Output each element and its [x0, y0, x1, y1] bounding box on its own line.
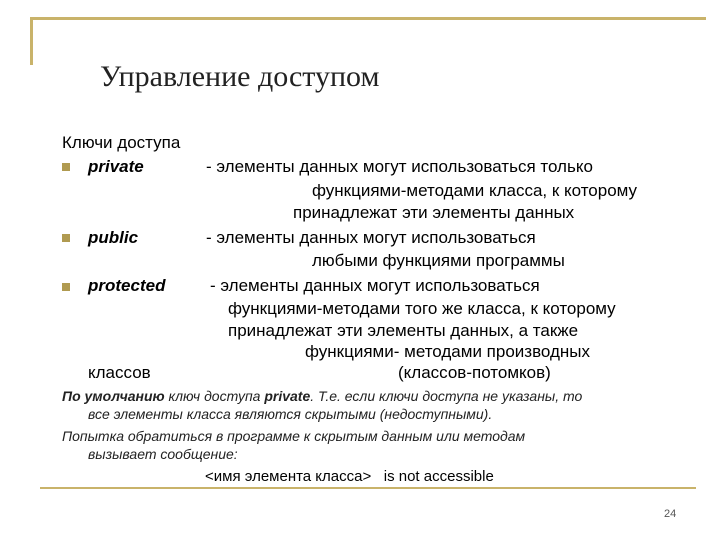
note-line1-suffix: . Т.е. если ключи доступа не указаны, то	[310, 388, 583, 404]
keyword-protected: protected	[88, 276, 166, 295]
note-line1-middle: ключ доступа	[164, 388, 265, 404]
note-private-keyword: private	[264, 388, 311, 404]
protected-desc-tail-left: классов	[88, 363, 151, 382]
slide-title: Управление доступом	[100, 60, 380, 93]
protected-desc-line2: функциями-методами того же класса, к которому	[228, 299, 616, 318]
public-desc-line1: - элементы данных могут использоваться	[206, 228, 536, 247]
note-line2: все элементы класса являются скрытыми (недоступными).	[88, 406, 493, 422]
frame-bottom-line	[40, 487, 696, 489]
protected-desc-line3: принадлежат эти элементы данных, а также	[228, 321, 579, 340]
protected-desc-line4: функциями- методами производных	[305, 342, 591, 361]
frame-top-line	[30, 17, 706, 20]
keyword-private: private	[88, 157, 144, 176]
bullet-protected	[62, 283, 70, 291]
note-line1	[62, 388, 582, 405]
protected-desc-tail-right: (классов-потомков)	[398, 363, 551, 382]
private-desc-line2: функциями-методами класса, к которому	[312, 181, 638, 200]
error-message: <имя элемента класса> is not accessible	[205, 468, 494, 485]
bullet-private	[62, 163, 70, 171]
frame-left-line	[30, 17, 33, 65]
private-desc-line1: - элементы данных могут использоваться только	[206, 157, 593, 176]
private-desc-line3: принадлежат эти элементы данных	[293, 203, 575, 222]
page-number: 24	[664, 508, 677, 520]
note-line4: вызывает сообщение:	[88, 446, 238, 462]
section-heading: Ключи доступа	[62, 133, 181, 152]
note-line3: Попытка обратиться в программе к скрытым данным или методам	[62, 428, 526, 444]
public-desc-line2: любыми функциями программы	[312, 251, 565, 270]
protected-desc-line1: - элементы данных могут использоваться	[210, 276, 540, 295]
bullet-public	[62, 234, 70, 242]
note-default-term: По умолчанию	[62, 388, 165, 404]
keyword-public: public	[88, 228, 139, 247]
